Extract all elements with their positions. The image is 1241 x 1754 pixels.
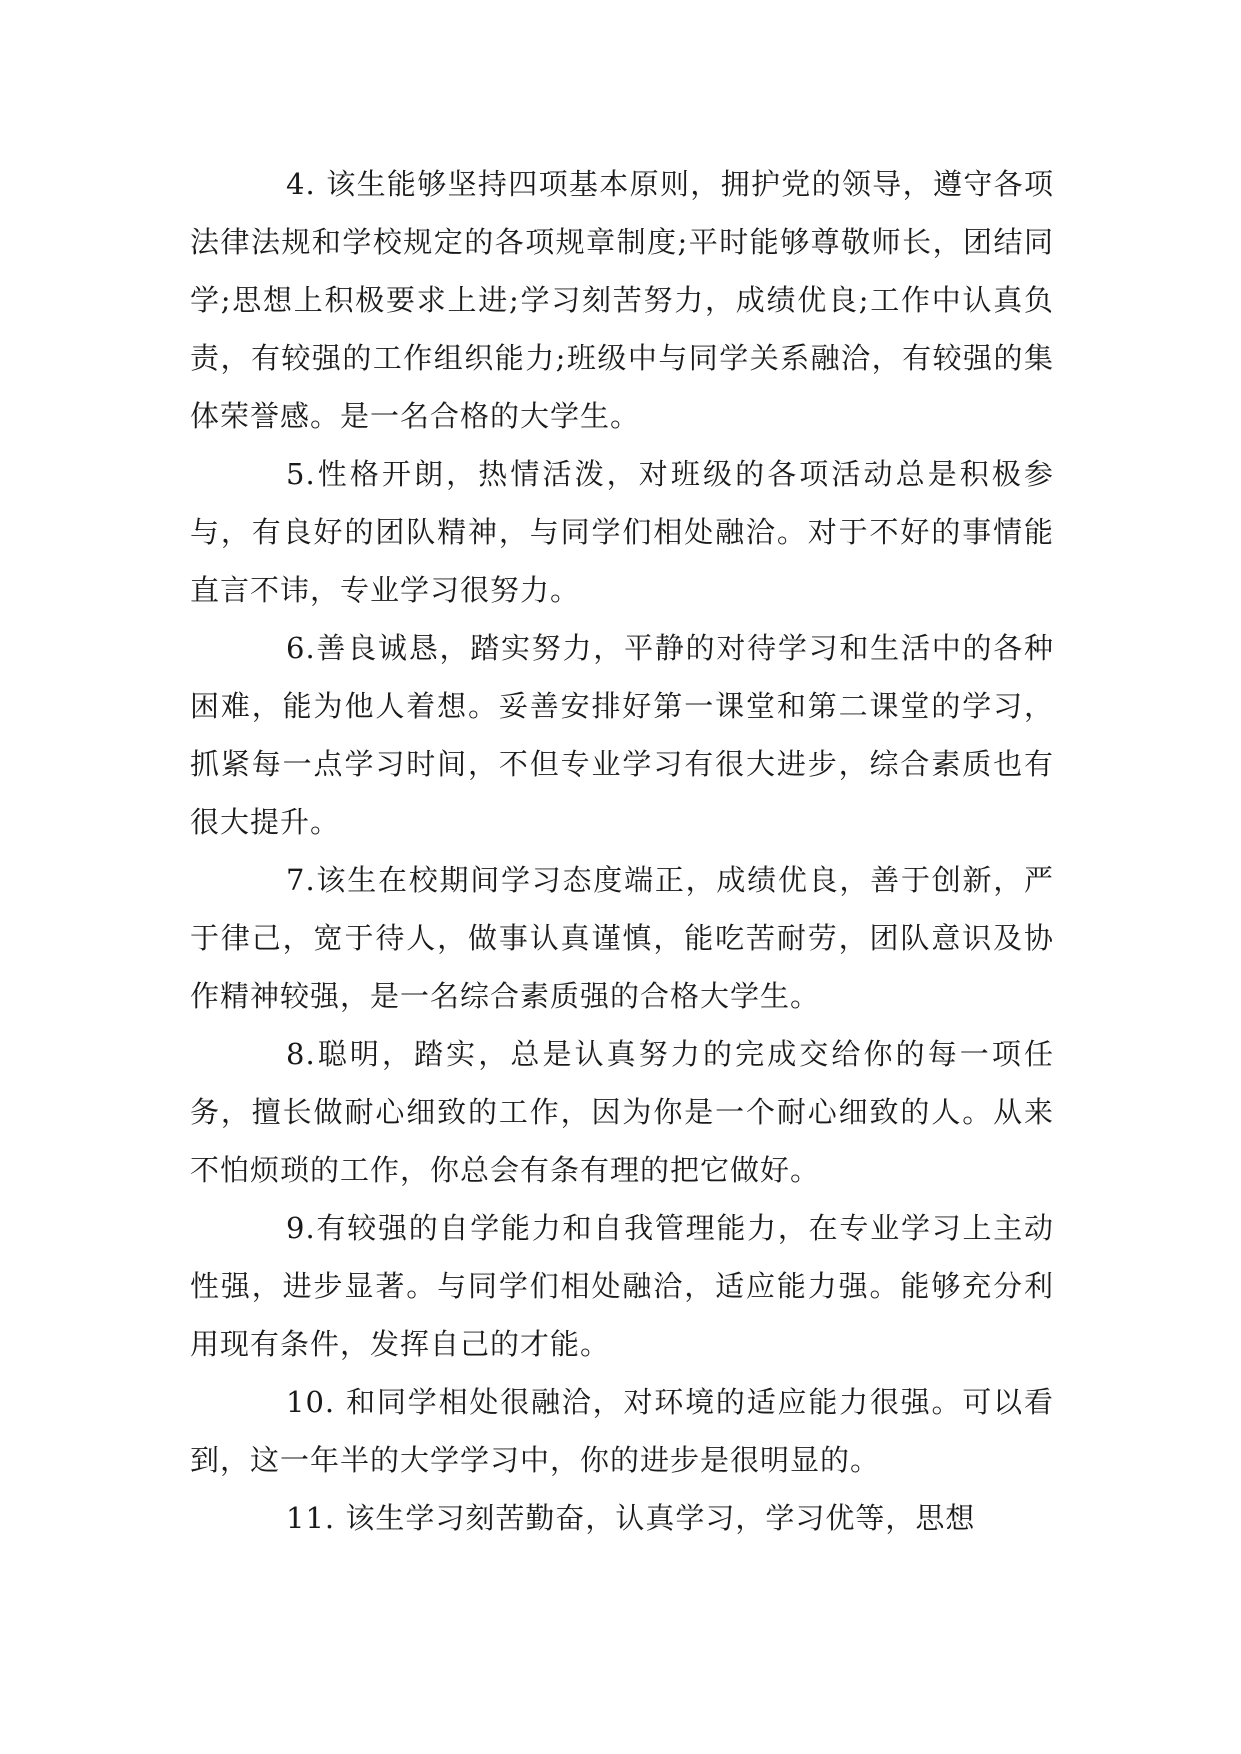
- paragraph-4: 4. 该生能够坚持四项基本原则，拥护党的领导，遵守各项法律法规和学校规定的各项规章制度;平时能够尊敬师长，团结同学;思想上积极要求上进;学习刻苦努力，成绩优良;工作中认真负责，有较强的工作组织能力;班级中与同学关系融洽，有较强的集体荣誉感。是一名合格的大学生。: [190, 167, 1054, 433]
- paragraph-7: 7.该生在校期间学习态度端正，成绩优良，善于创新，严于律己，宽于待人，做事认真谨慎，能吃苦耐劳，团队意识及协作精神较强，是一名综合素质强的合格大学生。: [190, 863, 1054, 1013]
- paragraph-11: 11. 该生学习刻苦勤奋，认真学习，学习优等，思想: [286, 1501, 976, 1535]
- paragraph-5: 5.性格开朗，热情活泼，对班级的各项活动总是积极参与，有良好的团队精神，与同学们相处融洽。对于不好的事情能直言不讳，专业学习很努力。: [190, 457, 1054, 607]
- paragraph-8: 8.聪明，踏实，总是认真努力的完成交给你的每一项任务，擅长做耐心细致的工作，因为你是一个耐心细致的人。从来不怕烦琐的工作，你总会有条有理的把它做好。: [190, 1037, 1054, 1187]
- paragraph-10: 10. 和同学相处很融洽，对环境的适应能力很强。可以看到，这一年半的大学学习中，你的进步是很明显的。: [190, 1385, 1054, 1477]
- document-page: [190, 155, 1054, 1547]
- paragraph-9: 9.有较强的自学能力和自我管理能力，在专业学习上主动性强，进步显著。与同学们相处融洽，适应能力强。能够充分利用现有条件，发挥自己的才能。: [190, 1211, 1054, 1361]
- paragraph-6: 6.善良诚恳，踏实努力，平静的对待学习和生活中的各种困难，能为他人着想。妥善安排好第一课堂和第二课堂的学习，抓紧每一点学习时间，不但专业学习有很大进步，综合素质也有很大提升。: [190, 631, 1054, 839]
